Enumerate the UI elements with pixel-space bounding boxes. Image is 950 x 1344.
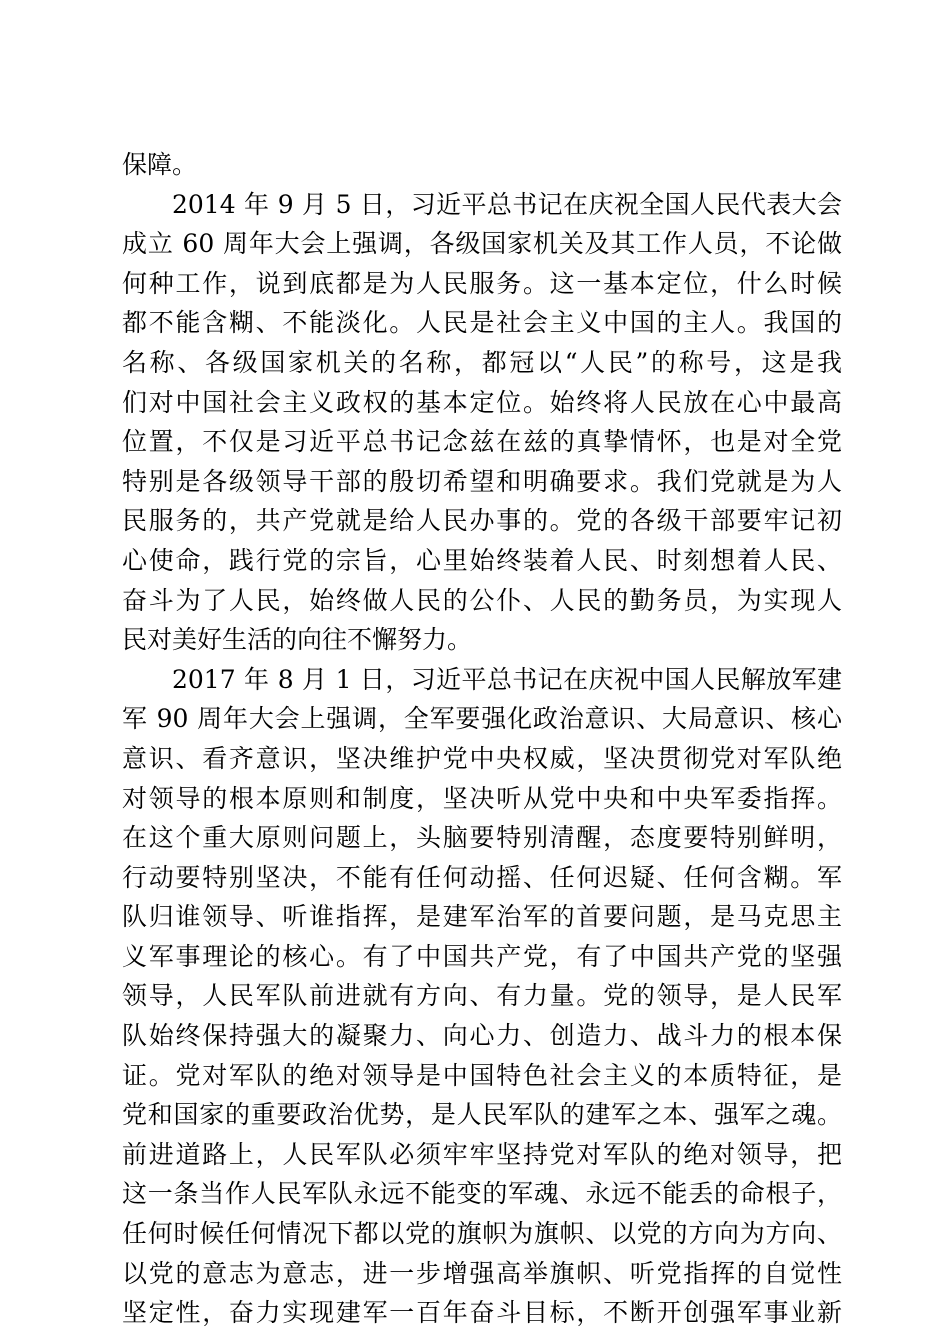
text-line: 对领导的根本原则和制度，坚决听从党中央和中央军委指挥。 [122,783,842,813]
text-line: 奋斗为了人民，始终做人民的公仆、人民的勤务员，为实现人 [122,585,842,615]
text-line: 意识、看齐意识，坚决维护党中央权威，坚决贯彻党对军队绝 [122,743,842,773]
text-line: 军 90 周年大会上强调，全军要强化政治意识、大局意识、核心 [122,704,842,734]
text-line: 保障。 [122,150,198,179]
text-line: 名称、各级国家机关的名称，都冠以“人民”的称号，这是我 [122,347,842,377]
text-line: 在这个重大原则问题上，头脑要特别清醒，态度要特别鲜明， [122,823,842,853]
text-line: 何种工作，说到底都是为人民服务。这一基本定位，什么时候 [122,268,842,298]
text-line: 特别是各级领导干部的殷切希望和明确要求。我们党就是为人 [122,466,842,496]
text-line: 以党的意志为意志，进一步增强高举旗帜、听党指挥的自觉性 [122,1258,842,1288]
text-line: 队始终保持强大的凝聚力、向心力、创造力、战斗力的根本保 [122,1021,842,1051]
text-line: 行动要特别坚决，不能有任何动摇、任何迟疑、任何含糊。军 [122,862,842,892]
text-line: 义军事理论的核心。有了中国共产党，有了中国共产党的坚强 [122,941,842,971]
text-line: 民服务的，共产党就是给人民办事的。党的各级干部要牢记初 [122,506,842,536]
text-line: 坚定性，奋力实现建军一百年奋斗目标，不断开创强军事业新 [122,1298,842,1328]
paragraph-start-line: 2014 年 9 月 5 日，习近平总书记在庆祝全国人民代表大会 [172,189,842,219]
body-text [122,145,842,1333]
text-line: 这一条当作人民军队永远不能变的军魂、永远不能丢的命根子， [122,1179,842,1209]
text-line: 位置，不仅是习近平总书记念兹在兹的真挚情怀，也是对全党 [122,427,842,457]
text-line: 们对中国社会主义政权的基本定位。始终将人民放在心中最高 [122,387,842,417]
paragraph-start-line: 2017 年 8 月 1 日，习近平总书记在庆祝中国人民解放军建 [172,664,842,694]
text-line: 队归谁领导、听谁指挥，是建军治军的首要问题，是马克思主 [122,902,842,932]
text-line: 证。党对军队的绝对领导是中国特色社会主义的本质特征，是 [122,1060,842,1090]
text-line: 心使命，践行党的宗旨，心里始终装着人民、时刻想着人民、 [122,545,842,575]
paragraph-end-line: 民对美好生活的向往不懈努力。 [122,625,473,655]
text-line: 都不能含糊、不能淡化。人民是社会主义中国的主人。我国的 [122,308,842,338]
text-line: 任何时候任何情况下都以党的旗帜为旗帜、以党的方向为方向、 [122,1219,842,1249]
text-line: 党和国家的重要政治优势，是人民军队的建军之本、强军之魂。 [122,1100,842,1130]
text-line: 成立 60 周年大会上强调，各级国家机关及其工作人员，不论做 [122,229,842,259]
text-line: 领导，人民军队前进就有方向、有力量。党的领导，是人民军 [122,981,842,1011]
text-line: 前进道路上，人民军队必须牢牢坚持党对军队的绝对领导，把 [122,1139,842,1169]
